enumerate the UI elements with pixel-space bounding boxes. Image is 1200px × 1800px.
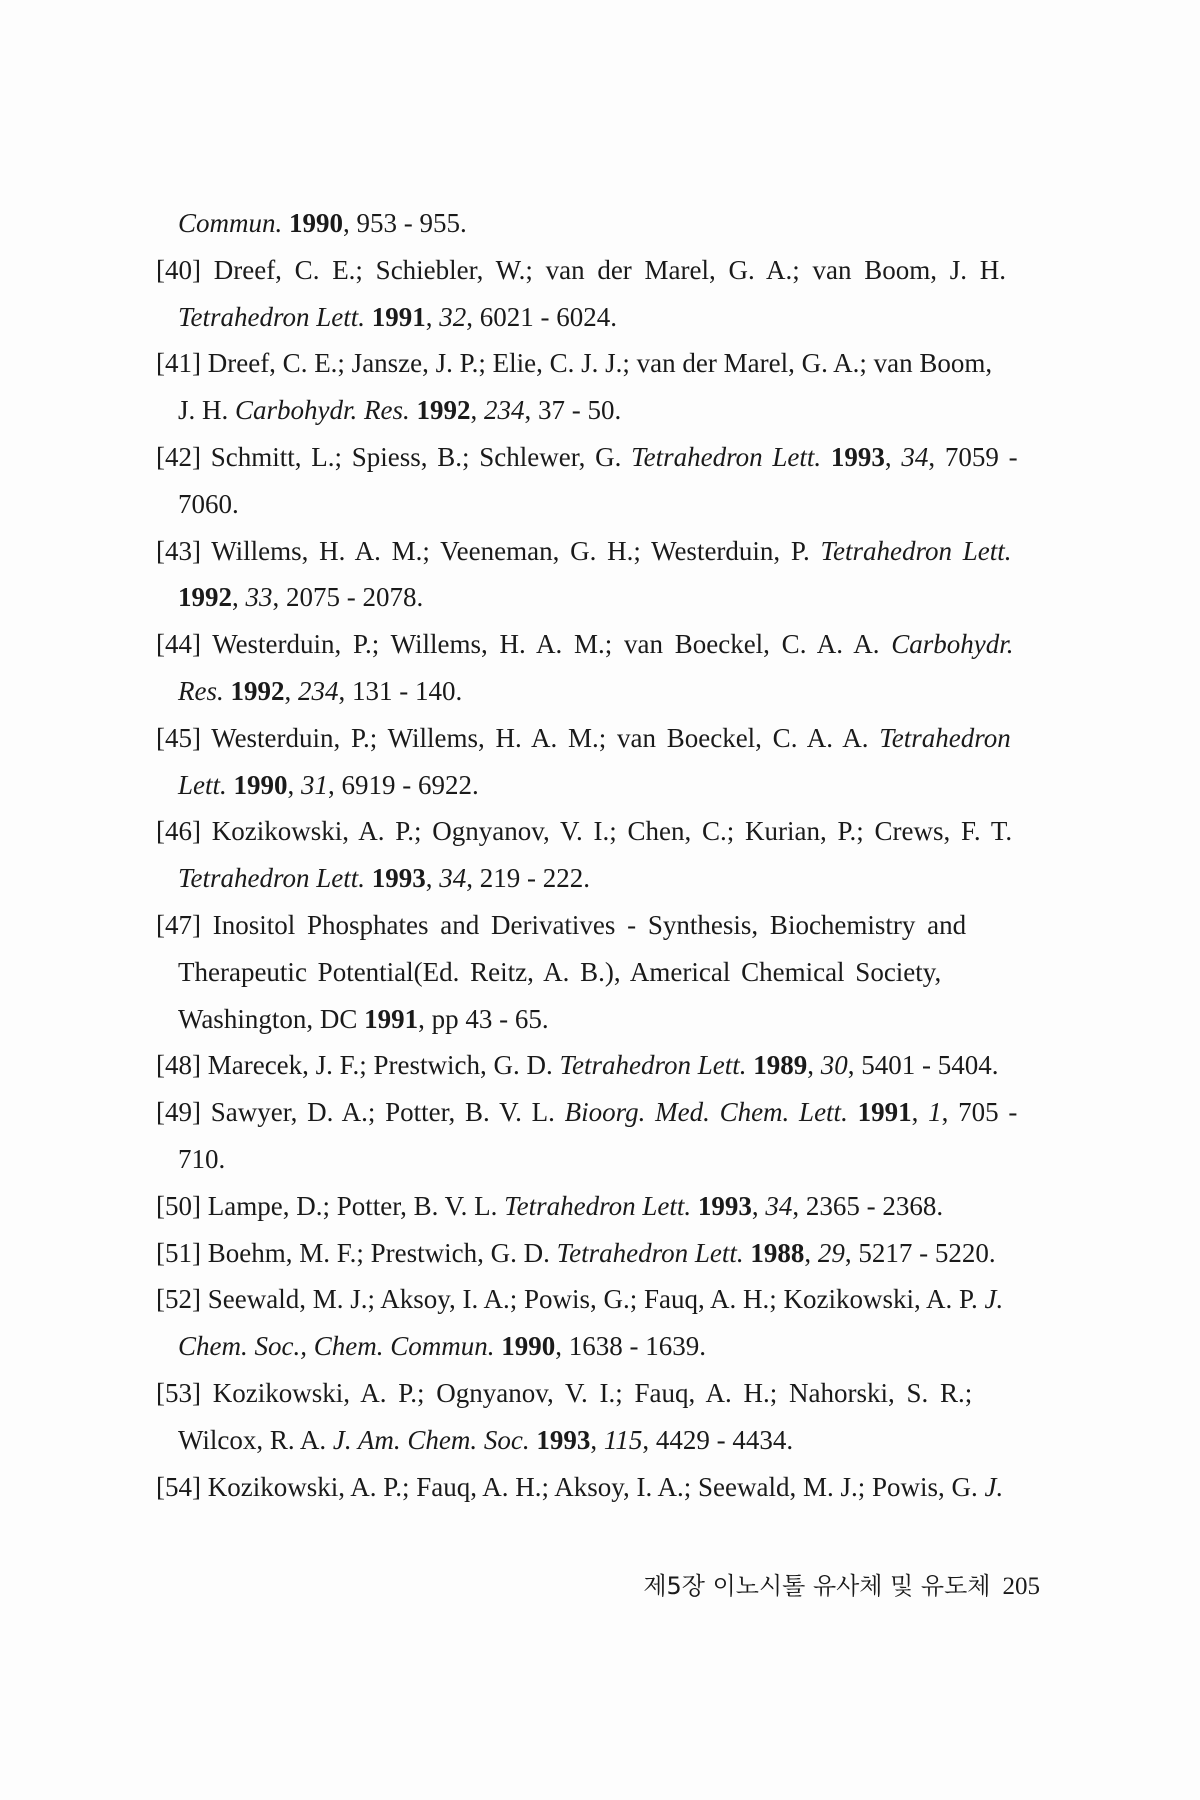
reference-line: Lett. 1990, 31, 6919 - 6922. (178, 769, 479, 800)
reference-51: [51] Boehm, M. F.; Prestwich, G. D. Tetrahedron Lett. 1988, 29, 5217 - 5220. (156, 1237, 996, 1268)
reference-44: [44] Westerduin, P.; Willems, H. A. M.; van Boeckel, C. A. A. Carbohydr. (156, 629, 1014, 660)
reference-46: [46] Kozikowski, A. P.; Ognyanov, V. I.; Chen, C.; Kurian, P.; Crews, F. T. (156, 816, 1013, 847)
reference-line: Tetrahedron Lett. 1991, 32, 6021 - 6024. (178, 301, 618, 332)
reference-line: Chem. Soc., Chem. Commun. 1990, 1638 - 1639. (178, 1331, 706, 1362)
reference-line: 710. (178, 1143, 226, 1174)
reference-line: Wilcox, R. A. J. Am. Chem. Soc. 1993, 115, 4429 - 4434. (178, 1424, 794, 1455)
page-number: 205 (1002, 1573, 1040, 1600)
reference-53: [53] Kozikowski, A. P.; Ognyanov, V. I.; Fauq, A. H.; Nahorski, S. R.; (156, 1377, 973, 1408)
reference-line: 1992, 33, 2075 - 2078. (178, 582, 424, 613)
reference-line: Commun. 1990, 953 - 955. (178, 208, 467, 238)
reference-line: Tetrahedron Lett. 1993, 34, 219 - 222. (178, 863, 591, 894)
reference-49: [49] Sawyer, D. A.; Potter, B. V. L. Bioorg. Med. Chem. Lett. 1991, 1, 705 - (156, 1097, 1018, 1128)
reference-line: Washington, DC 1991, pp 43 - 65. (178, 1003, 549, 1034)
reference-54: [54] Kozikowski, A. P.; Fauq, A. H.; Aksoy, I. A.; Seewald, M. J.; Powis, G. J. (156, 1471, 1004, 1502)
reference-43: [43] Willems, H. A. M.; Veeneman, G. H.; Westerduin, P. Tetrahedron Lett. (156, 535, 1012, 566)
reference-48: [48] Marecek, J. F.; Prestwich, G. D. Tetrahedron Lett. 1989, 30, 5401 - 5404. (156, 1050, 999, 1081)
reference-41: [41] Dreef, C. E.; Jansze, J. P.; Elie, C. J. J.; van der Marel, G. A.; van Boom, (156, 348, 993, 379)
reference-45: [45] Westerduin, P.; Willems, H. A. M.; van Boeckel, C. A. A. Tetrahedron (156, 722, 1011, 753)
reference-list (156, 200, 1038, 1510)
reference-50: [50] Lampe, D.; Potter, B. V. L. Tetrahedron Lett. 1993, 34, 2365 - 2368. (156, 1190, 944, 1221)
running-footer (600, 1566, 1040, 1601)
reference-line: Res. 1992, 234, 131 - 140. (178, 675, 463, 706)
reference-42: [42] Schmitt, L.; Spiess, B.; Schlewer, G. Tetrahedron Lett. 1993, 34, 7059 - (156, 441, 1018, 472)
chapter-title: 제5장 이노시톨 유사체 및 유도체 (643, 1572, 991, 1600)
reference-47: [47] Inositol Phosphates and Derivatives - Synthesis, Biochemistry and (156, 909, 967, 940)
reference-line: Therapeutic Potential(Ed. Reitz, A. B.), Americal Chemical Society, (178, 956, 942, 987)
reference-52: [52] Seewald, M. J.; Aksoy, I. A.; Powis, G.; Fauq, A. H.; Kozikowski, A. P. J. (156, 1284, 1004, 1315)
reference-line: 7060. (178, 488, 239, 519)
reference-40: [40] Dreef, C. E.; Schiebler, W.; van der Marel, G. A.; van Boom, J. H. (156, 254, 1007, 285)
reference-line: J. H. Carbohydr. Res. 1992, 234, 37 - 50. (178, 395, 622, 426)
